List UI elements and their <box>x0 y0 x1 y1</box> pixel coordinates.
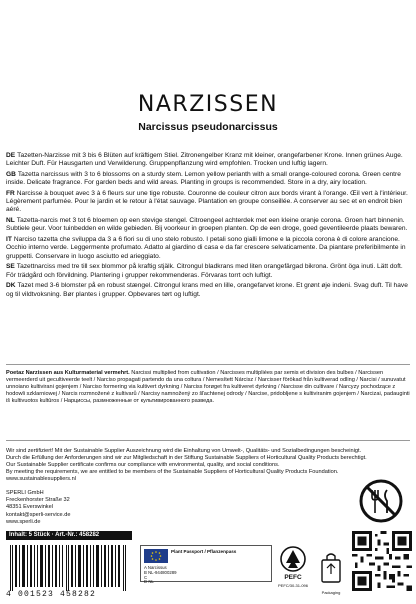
description-it: IT Narciso tazetta che sviluppa da 3 a 6 fiori su di uno stelo robusto. I petali sono gialli limone e la piccola corona è di colore arancione. Occhio interno verde. Leggermente profumato. Adatto al giardino di casa e da far crescere selvaticamente. Da piantare preferibilmente in gruppetti. Conservare in luogo asciutto ed arieggiato. <box>6 236 406 260</box>
description-de: DE Tazetten-Narzisse mit 3 bis 6 Blüten auf kräftigem Stiel. Zitronengelber Kranz mit kleiner, orangefarbener Krone. Innen grünes Auge. Leichter Duft. Für Hausgarten und Verwilderung. Gruppenpflanzung wird empfohlen. Trocken und luftig lagern. <box>6 152 403 168</box>
botanical-name: Narcissus pseudonarcissus <box>138 121 278 133</box>
certification-text: Wir sind zertifiziert! Mit der Sustainable Supplier Auszeichnung wird die Einhaltung von Umwelt-, Qualitäts- und Sozialbedingungen bescheinigt. Durch die Erfüllung der Anforderungen sind wir zur Mitgliedschaft in der Stiftung Sustainable Suppliers of Horticultural Quality Products berechtigt. Our Sustainable Supplier certificate confirms our compliance with environmental, quality, and social conditions. By meeting the requirements, we are entitled to be members of the Sustainable Suppliers of Horticultural Quality Products Foundation. www.sustainablesuppliers.nl <box>6 448 367 483</box>
passport-row-a: A Narcissus <box>144 565 167 570</box>
page-title: NARZISSEN <box>137 92 279 117</box>
barcode-digits: 4 001523 458282 <box>6 590 97 599</box>
ean-barcode <box>6 545 132 591</box>
content-info-bar: Inhalt: 5 Stück · Art.-Nr.: 458282 <box>6 531 132 540</box>
passport-row-d: D NL <box>144 579 154 584</box>
packaging-recycle-icon <box>318 546 344 586</box>
multilingual-descriptions <box>6 152 410 301</box>
no-eating-icon <box>356 476 406 526</box>
divider <box>6 364 410 365</box>
company-address: SPERLI GmbH Freckenhorster Straße 32 48351 Everswinkel kontakt@sperli-service.de www.sperli.de <box>6 490 71 525</box>
plant-passport <box>140 545 272 582</box>
origin-statement: Poetaz Narzissen aus Kulturmaterial vermehrt. Narcissi multiplied from cultivation / Narcisses multipliées par semis et division des bulbes / Narcissen vermeerderd uit gecultiveerde teelt / Narciso propagati partendo da una coltura / Nemesített Nárcisz / Narcisser förökad från kultiverad odling / Narcisi / sunuvatut unnoiano kultivirani gojenjem / Narciso formering via kultivert dyrkning / Narciss forøget fra kultiveret dyrkning / Narcisse din cultivare / Narcyzy pochodzące z hodowli szklarniowej / Narcis rozmnožené z kultivarů / Narcisy namnožený zo šľachtenej odrody / Narcise, pridobljene s kultiviranim gojenjem / Narcizai, padauginti iš kultivuotos kultūros / Нарциссы, размноженные от культивированного разведа. <box>6 370 410 405</box>
eu-flag-icon <box>144 549 168 563</box>
pefc-label: PEFC <box>284 574 302 581</box>
passport-row-b: B NL-944800289 <box>144 570 177 575</box>
divider <box>6 440 410 441</box>
description-fr: FR Narcisse à bouquet avec 3 à 6 fleurs sur une tige robuste. Couronne de couleur citron aux bords virant à l'orange. Œil vert à l'intérieur. Légèrement parfumée. Pour le jardin et le retour à l'état sauvage. Plantation en groupe conseillée. A conserver au sec et en endroit bien aéré. <box>6 190 408 214</box>
pefc-code: PEFC/30-31-096 <box>277 583 308 588</box>
packaging-label: Packaging <box>321 590 341 595</box>
passport-row-c: C <box>144 575 148 580</box>
qr-code-icon <box>352 531 412 591</box>
passport-header: Plant Passport / Pflanzenpass <box>171 549 237 554</box>
description-gb: GB Tazetta narcissus with 3 to 6 blossoms on a sturdy stem. Lemon yellow perianth with a small orange-coloured corona. Green centre inside. Delicate fragrance. For garden beds and wild areas. Planting in groups is recommended. Store in a dry, airy location. <box>6 171 401 187</box>
description-se: SE Tazettnarciss med tre till sex blommor på kraftig stjälk. Citrongul bladkrans med liten orangefärgad bikrona. Grönt öga inuti. Lätt doft. För trädgård och förvildning. Plantering i grupper rekommenderas. Förvaras torrt och luftigt. <box>6 263 403 279</box>
description-dk: DK Tazet med 3-6 blomster på en robust stængel. Citrongul krans med en lille, orangefarvet krone. Et grønt øje indeni. Svag duft. Til have og til vildtvoksning. Bør plantes i grupper. Opbevares tørt og luftigt. <box>6 282 408 298</box>
description-nl: NL Tazetta-narcis met 3 tot 6 bloemen op een stevige stengel. Citroengeel achterdek met een kleine oranje corona. Groen hart binnenin. Subtiele geur. Voor tuinbedden en wilde gebieden. Bij voorkeur in groepen planten. Op de een droge, goed geventileerde plaats bewaren. <box>6 217 408 233</box>
